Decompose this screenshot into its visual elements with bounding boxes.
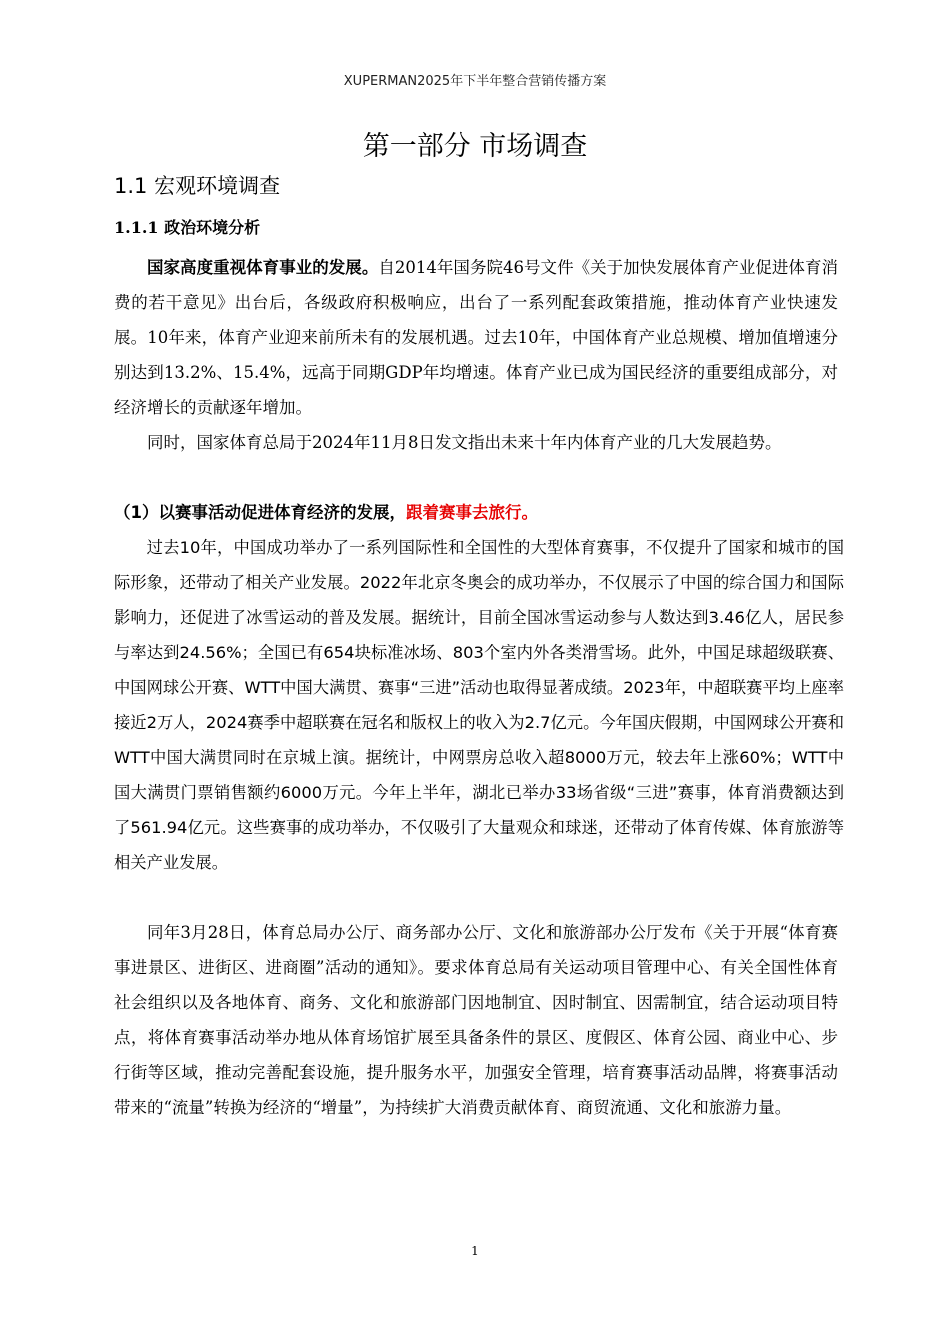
section-heading: 1.1 宏观环境调查	[114, 174, 281, 198]
list-item-label: （1）以赛事活动促进体育经济的发展，	[114, 503, 406, 522]
paragraph-events: 过去10年，中国成功举办了一系列国际性和全国性的大型体育赛事，不仅提升了国家和城市的国际形象，还带动了相关产业发展。2022年北京冬奥会的成功举办，不仅展示了中国的综合国力和国际影响力，还促进了冰雪运动的普及发展。据统计，目前全国冰雪运动参与人数达到3.46亿人，居民参与率达到24.56%；全国已有654块标准冰场、803个室内外各类滑雪场。此外，中国足球超级联赛、中国网球公开赛、WTT中国大满贯、赛事“三进”活动也取得显著成绩。2023年，中超联赛平均上座率接近2万人，2024赛季中超联赛在冠名和版权上的收入为2.7亿元。今年国庆假期，中国网球公开赛和WTT中国大满贯同时在京城上演。据统计，中网票房总收入超8000万元，较去年上涨60%；WTT中国大满贯门票销售额约6000万元。今年上半年，湖北已举办33场省级“三进”赛事，体育消费额达到了561.94亿元。这些赛事的成功举办，不仅吸引了大量观众和球迷，还带动了体育传媒、体育旅游等相关产业发展。	[114, 538, 844, 872]
page-number: 1	[471, 1244, 479, 1258]
page-title: 第一部分 市场调查	[362, 131, 588, 162]
list-item-highlight: 跟着赛事去旅行。	[405, 503, 538, 522]
paragraph-notice: 同年3月28日，体育总局办公厅、商务部办公厅、文化和旅游部办公厅发布《关于开展“体育赛事进景区、进街区、进商圈”活动的通知》。要求体育总局有关运动项目管理中心、有关全国性体育社会组织以及各地体育、商务、文化和旅游部门因地制宜、因时制宜、因需制宜，结合运动项目特点，将体育赛事活动举办地从体育场馆扩展至具备条件的景区、度假区、体育公园、商业中心、步行街等区域，推动完善配套设施，提升服务水平，加强安全管理，培育赛事活动品牌，将赛事活动带来的“流量”转换为经济的“增量”，为持续扩大消费贡献体育、商贸流通、文化和旅游力量。	[114, 923, 838, 1117]
paragraph-trends: 同时，国家体育总局于2024年11月8日发文指出未来十年内体育产业的几大发展趋势。	[147, 433, 782, 452]
subsection-heading: 1.1.1 政治环境分析	[114, 218, 261, 237]
paragraph-lead-bold: 国家高度重视体育事业的发展。	[147, 258, 379, 277]
paragraph-policy	[114, 250, 838, 425]
list-item-heading	[114, 495, 538, 530]
paragraph-body: 自2014年国务院46号文件《关于加快发展体育产业促进体育消费的若干意见》出台后，各级政府积极响应，出台了一系列配套政策措施，推动体育产业快速发展。10年来，体育产业迎来前所未有的发展机遇。过去10年，中国体育产业总规模、增加值增速分别达到13.2%、15.4%，远高于同期GDP年均增速。体育产业已成为国民经济的重要组成部分，对经济增长的贡献逐年增加。	[114, 258, 838, 417]
page-header: XUPERMAN2025年下半年整合营销传播方案	[343, 74, 607, 89]
